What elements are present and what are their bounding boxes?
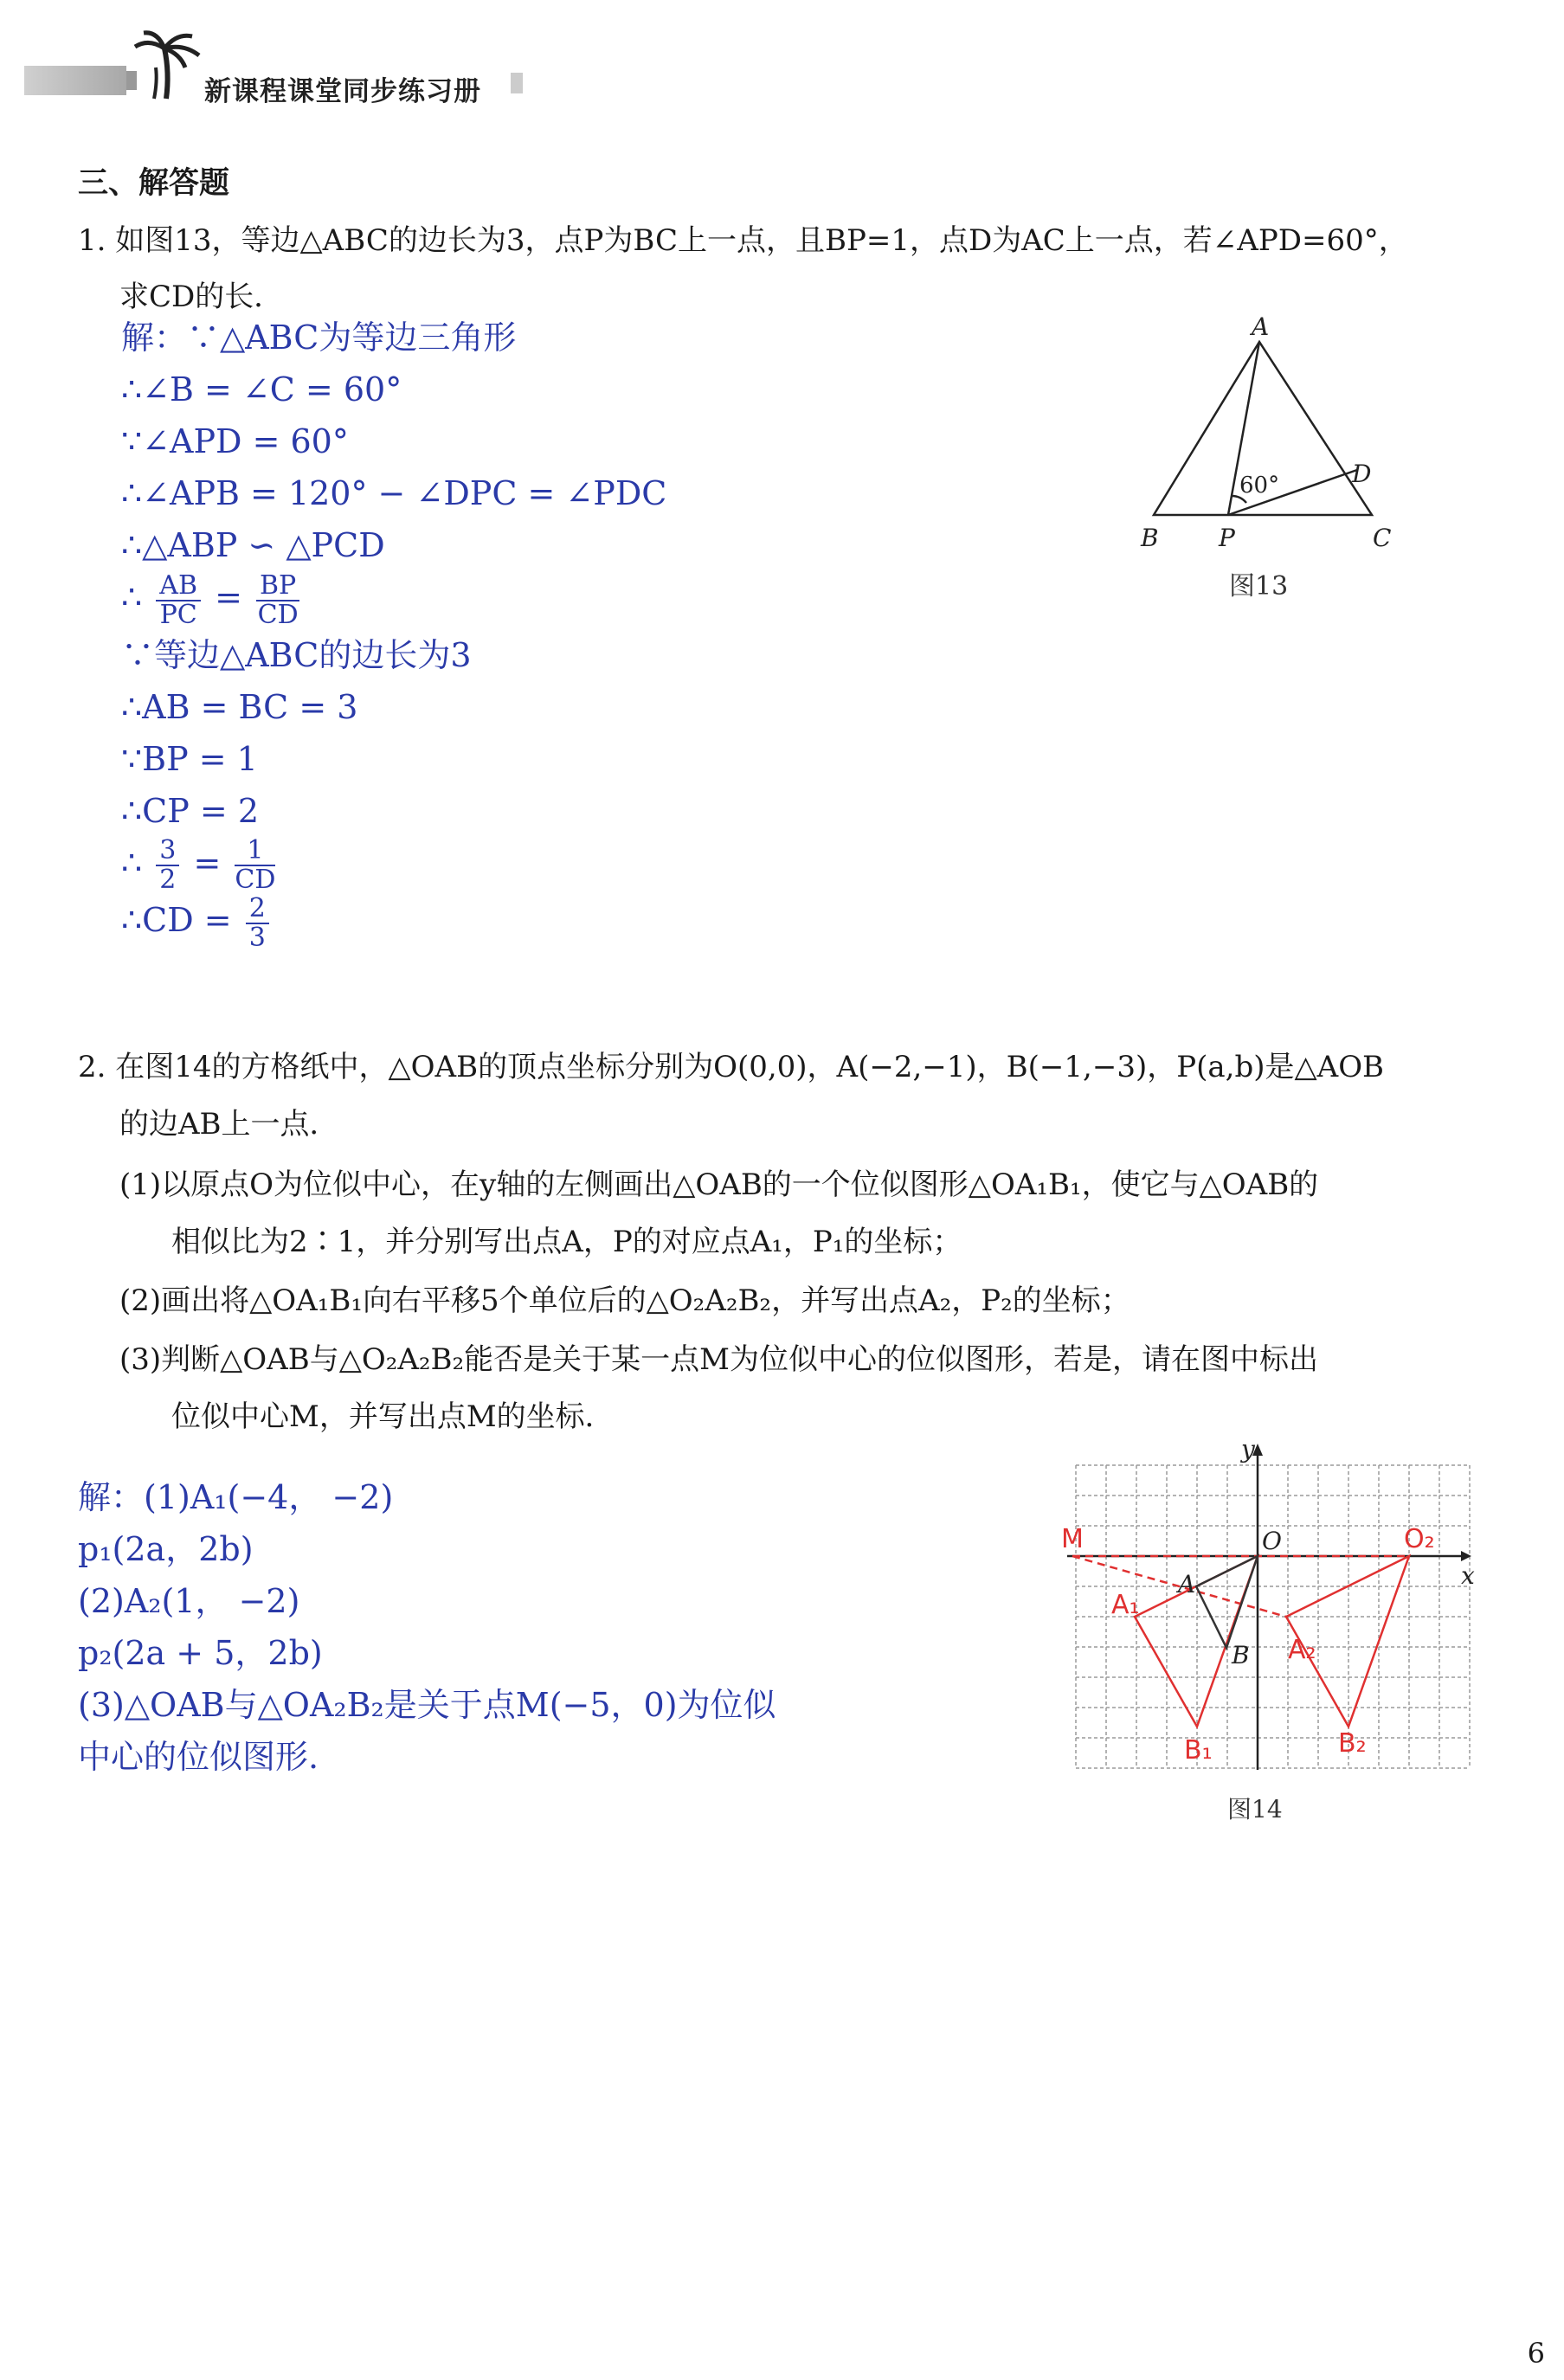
q1-sol-fraction-line: ∴ $\frac{3}{2}$ = $\frac{1}{CD}$ bbox=[121, 835, 276, 895]
q2-part3b: 位似中心M，并写出点M的坐标． bbox=[171, 1399, 615, 1434]
fig13-label-D: D bbox=[1352, 460, 1372, 488]
q2-sol-line: (3)△OAB与△OA₂B₂是关于点M(−5，0)为位似 bbox=[78, 1686, 776, 1724]
q1-sol-line: ∵BP = 1 bbox=[121, 739, 258, 778]
q1-sol-fraction-line: ∴ $\frac{AB}{PC}$ = $\frac{BP}{CD}$ bbox=[121, 569, 299, 630]
fig13-label-A: A bbox=[1252, 312, 1270, 341]
q1-sol-line: ∵等边△ABC的边长为3 bbox=[121, 635, 472, 674]
fig13-angle-label: 60° bbox=[1239, 473, 1280, 499]
q1-sol-line: 解：∵△ABC为等边三角形 bbox=[121, 318, 517, 357]
fig14-label-x: x bbox=[1461, 1561, 1475, 1590]
q1-sol-line: ∴AB = BC = 3 bbox=[121, 687, 358, 726]
q1-line1: 1. 如图13，等边△ABC的边长为3，点P为BC上一点，且BP=1，点D为AC上一点，若∠APD=60°， bbox=[78, 223, 1408, 258]
fig14-label-A: A bbox=[1178, 1570, 1196, 1598]
q2-solution bbox=[78, 1471, 776, 1783]
q2-sol-line: 中心的位似图形. bbox=[78, 1738, 319, 1776]
q2-part1b: 相似比为2∶1，并分别写出点A，P的对应点A₁，P₁的坐标； bbox=[171, 1225, 962, 1259]
q1-sol-line: ∴CP = 2 bbox=[121, 791, 259, 830]
fig14-label-y: y bbox=[1241, 1437, 1255, 1463]
page-number: 6 bbox=[1527, 2337, 1545, 2370]
palm-tree-icon bbox=[132, 29, 203, 100]
fig14-label-O2: O₂ bbox=[1404, 1524, 1435, 1554]
fig13-label-C: C bbox=[1373, 524, 1392, 552]
fig14-label-B1: B₁ bbox=[1184, 1735, 1213, 1766]
section-title: 三、解答题 bbox=[78, 166, 230, 201]
q2-sol-line: (2)A₂(1， −2) bbox=[78, 1582, 300, 1620]
q2-part3a: (3)判断△OAB与△O₂A₂B₂能否是关于某一点M为位似中心的位似图形，若是，请在图中标出 bbox=[119, 1342, 1318, 1377]
fig13-label-B: B bbox=[1141, 524, 1159, 552]
q1-sol-fraction-line: ∴CD = $\frac{2}{3}$ bbox=[121, 894, 666, 952]
q2-line2: 的边AB上一点． bbox=[119, 1107, 339, 1142]
q1-solution bbox=[121, 312, 666, 952]
fig13-caption: 图13 bbox=[1229, 571, 1289, 601]
fig14-label-B2: B₂ bbox=[1338, 1728, 1367, 1759]
q1-line2: 求CD的长． bbox=[119, 280, 284, 314]
fig14-label-B: B bbox=[1232, 1641, 1250, 1669]
fig14-label-A2: A₂ bbox=[1288, 1635, 1316, 1665]
figure-13 bbox=[1125, 307, 1419, 619]
q1-sol-line: ∵∠APD = 60° bbox=[121, 422, 349, 460]
figure-14 bbox=[1054, 1437, 1478, 1835]
header-decor-bar bbox=[511, 73, 523, 93]
fig14-caption: 图14 bbox=[1227, 1795, 1283, 1824]
q2-sol-line: p₁(2a，2b) bbox=[78, 1530, 254, 1568]
fig14-label-A1: A₁ bbox=[1111, 1590, 1140, 1620]
q2-sol-line: p₂(2a + 5，2b) bbox=[78, 1634, 323, 1672]
q1-sol-line: ∴△ABP ∽ △PCD bbox=[121, 526, 385, 564]
q1-sol-line: ∴∠APB = 120° − ∠DPC = ∠PDC bbox=[121, 474, 667, 512]
header-decor-bar bbox=[24, 66, 126, 95]
fig14-label-O: O bbox=[1262, 1527, 1282, 1555]
fig14-label-M: M bbox=[1061, 1524, 1084, 1554]
q2-part2: (2)画出将△OA₁B₁向右平移5个单位后的△O₂A₂B₂，并写出点A₂，P₂的坐标； bbox=[119, 1283, 1130, 1318]
fig13-label-P: P bbox=[1219, 524, 1235, 552]
q1-sol-line: ∴∠B = ∠C = 60° bbox=[121, 370, 402, 408]
q2-part1a: (1)以原点O为位似中心，在y轴的左侧画出△OAB的一个位似图形△OA₁B₁，使它与△OAB的 bbox=[119, 1167, 1319, 1202]
q2-sol-line: 解：(1)A₁(−4， −2) bbox=[78, 1478, 394, 1516]
header-title: 新课程课堂同步练习册 bbox=[204, 76, 481, 107]
q2-line1: 2. 在图14的方格纸中，△OAB的顶点坐标分别为O(0,0)，A(−2,−1)，B(−1,−3)，P(a,b)是△AOB bbox=[78, 1050, 1385, 1084]
